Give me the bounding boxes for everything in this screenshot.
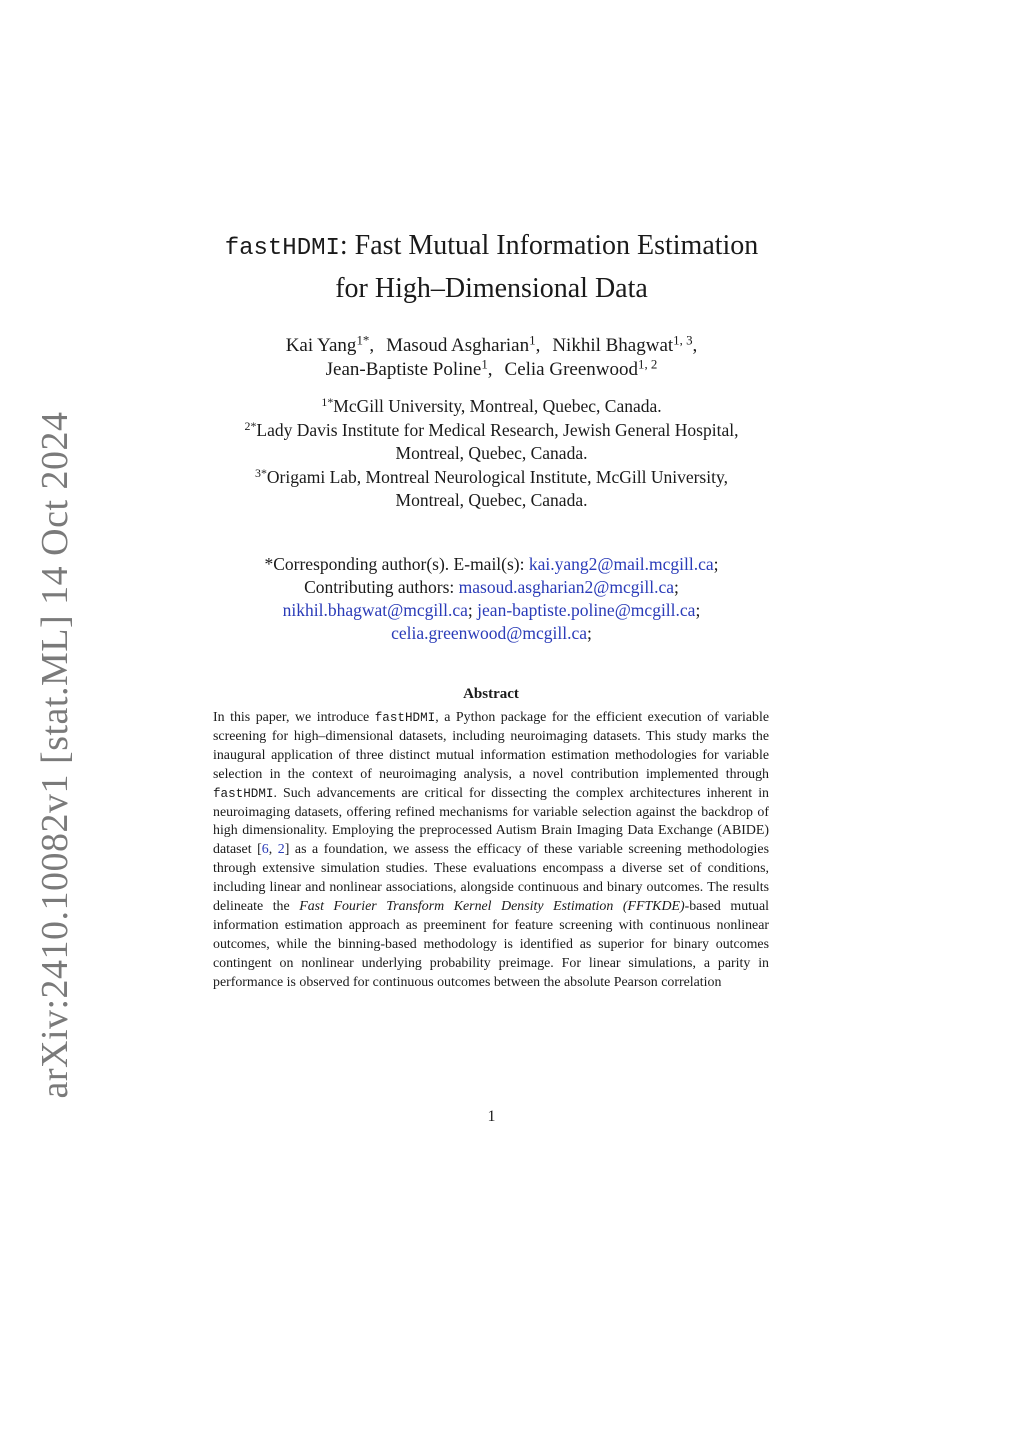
abstract-heading: Abstract (463, 686, 519, 702)
author-line-1: Kai Yang$^{1*}$, Masoud Asgharian$^1$, Nikhil Bhagwat$^{1, 3}$, (285, 332, 698, 356)
author-list (0, 334, 983, 382)
citation-link[interactable]: 2 (277, 842, 285, 858)
contributing-label: Contributing authors: (304, 577, 455, 597)
author-name: Masoud Asgharian (386, 335, 530, 356)
title-line-1-text: : Fast Mutual Information Estimation (339, 230, 759, 261)
email-link[interactable]: jean-baptiste.poline@mcgill.ca (477, 600, 696, 620)
author-line-2: Jean-Baptiste Poline$^1$, Celia Greenwood$^{1, 2}$ (325, 356, 658, 380)
affiliation-text: Lady Davis Institute for Medical Research, Jewish General Hospital, (256, 419, 739, 440)
affiliation-text: Origami Lab, Montreal Neurological Institute, McGill University, (266, 466, 728, 487)
affiliation-text: McGill University, Montreal, Quebec, Canada. (333, 396, 662, 416)
page-number: 1 (487, 1108, 496, 1125)
abstract-text-run: . Such advancements are critical for dissecting the complex architectures inherent in neuroimaging datasets, offering refined mechanisms for variable selection against the backdrop of high dimensionality. Employing the preprocessed Autism Brain Imaging Data Exchange (ABIDE) dataset [ (213, 785, 769, 858)
author-affil-mark: 1, 2 (638, 356, 658, 372)
author-name: Nikhil Bhagwat (552, 335, 674, 356)
citation-link[interactable]: 6 (261, 842, 269, 858)
author-affil-mark: 1 (529, 332, 536, 348)
corresponding-label: *Corresponding author(s). E-mail(s): (264, 554, 525, 574)
abstract-text-run: In this paper, we introduce (213, 710, 375, 725)
author-affil-mark: 1 (481, 356, 488, 372)
title-line-1 (0, 226, 983, 269)
paper-title (0, 226, 983, 309)
abstract-text (213, 709, 769, 993)
author-name: Kai Yang (285, 335, 357, 356)
affiliation-item (0, 419, 983, 443)
affiliation-mark: 3* (255, 465, 267, 480)
abstract-text-run: -based mutual information estimation approach as preeminent for feature screening with continuous nonlinear outcomes, while the binning-based methodology is identified as superior for binary outcomes contingent on nonlinear underlying probability preimage. For linear simulations, a parity in performance is observed for continuous outcomes between the absolute Pearson correlation (213, 899, 769, 990)
affiliation-continuation: Montreal, Quebec, Canada. (395, 490, 588, 510)
package-name: fastHDMI (374, 711, 436, 725)
affiliation-mark: 1* (321, 395, 334, 410)
contributing-line: celia.greenwood@mcgill.ca; (391, 623, 592, 643)
contributing-line: Contributing authors: masoud.asgharian2@mcgill.ca; (304, 577, 679, 597)
title-package-name: fastHDMI (224, 235, 340, 262)
abstract-section (213, 686, 769, 993)
abstract-text-run: ] as a foundation, we assess the efficacy of these variable screening methodologies through extensive simulation studies. These evaluations encompass a diverse set of conditions, including linear and nonlinear associations, alongside continuous and binary outcomes. The results delineate the (213, 842, 769, 915)
email-link[interactable]: celia.greenwood@mcgill.ca (391, 623, 588, 643)
citation-separator: , (268, 842, 278, 858)
author-name: Celia Greenwood (504, 359, 638, 380)
method-name: Fast Fourier Transform Kernel Density Estimation (FFTKDE) (299, 899, 685, 915)
email-link[interactable]: kai.yang2@mail.mcgill.ca (528, 554, 714, 574)
arxiv-identifier: arXiv:2410.10082v1 [stat.ML] 14 Oct 2024 (34, 411, 76, 1099)
author-affil-mark: 1* (356, 332, 370, 348)
affiliation-item (0, 466, 983, 490)
abstract-text-run: , a Python package for the efficient execution of variable screening for high–dimensional datasets, including neuroimaging datasets. This study marks the inaugural application of three distinct mutual information estimation methodologies for variable selection in the context of neuroimaging analysis, a novel contribution implemented through (213, 710, 769, 782)
email-link[interactable]: nikhil.bhagwat@mcgill.ca (282, 600, 468, 620)
affiliation-item (0, 395, 983, 419)
contributing-line: nikhil.bhagwat@mcgill.ca; jean-baptiste.poline@mcgill.ca; (282, 600, 701, 620)
corresponding-line: *Corresponding author(s). E-mail(s): kai.yang2@mail.mcgill.ca; (264, 554, 719, 574)
author-name: Jean-Baptiste Poline (325, 359, 482, 380)
package-name: fastHDMI (213, 786, 274, 801)
author-affil-mark: 1, 3 (673, 332, 693, 348)
email-link[interactable]: masoud.asgharian2@mcgill.ca (458, 577, 675, 597)
affiliation-list (0, 395, 983, 513)
affiliation-mark: 2* (244, 418, 257, 433)
affiliation-continuation: Montreal, Quebec, Canada. (395, 443, 588, 463)
title-line-2: for High–Dimensional Data (335, 273, 648, 304)
correspondence-block (0, 553, 983, 645)
